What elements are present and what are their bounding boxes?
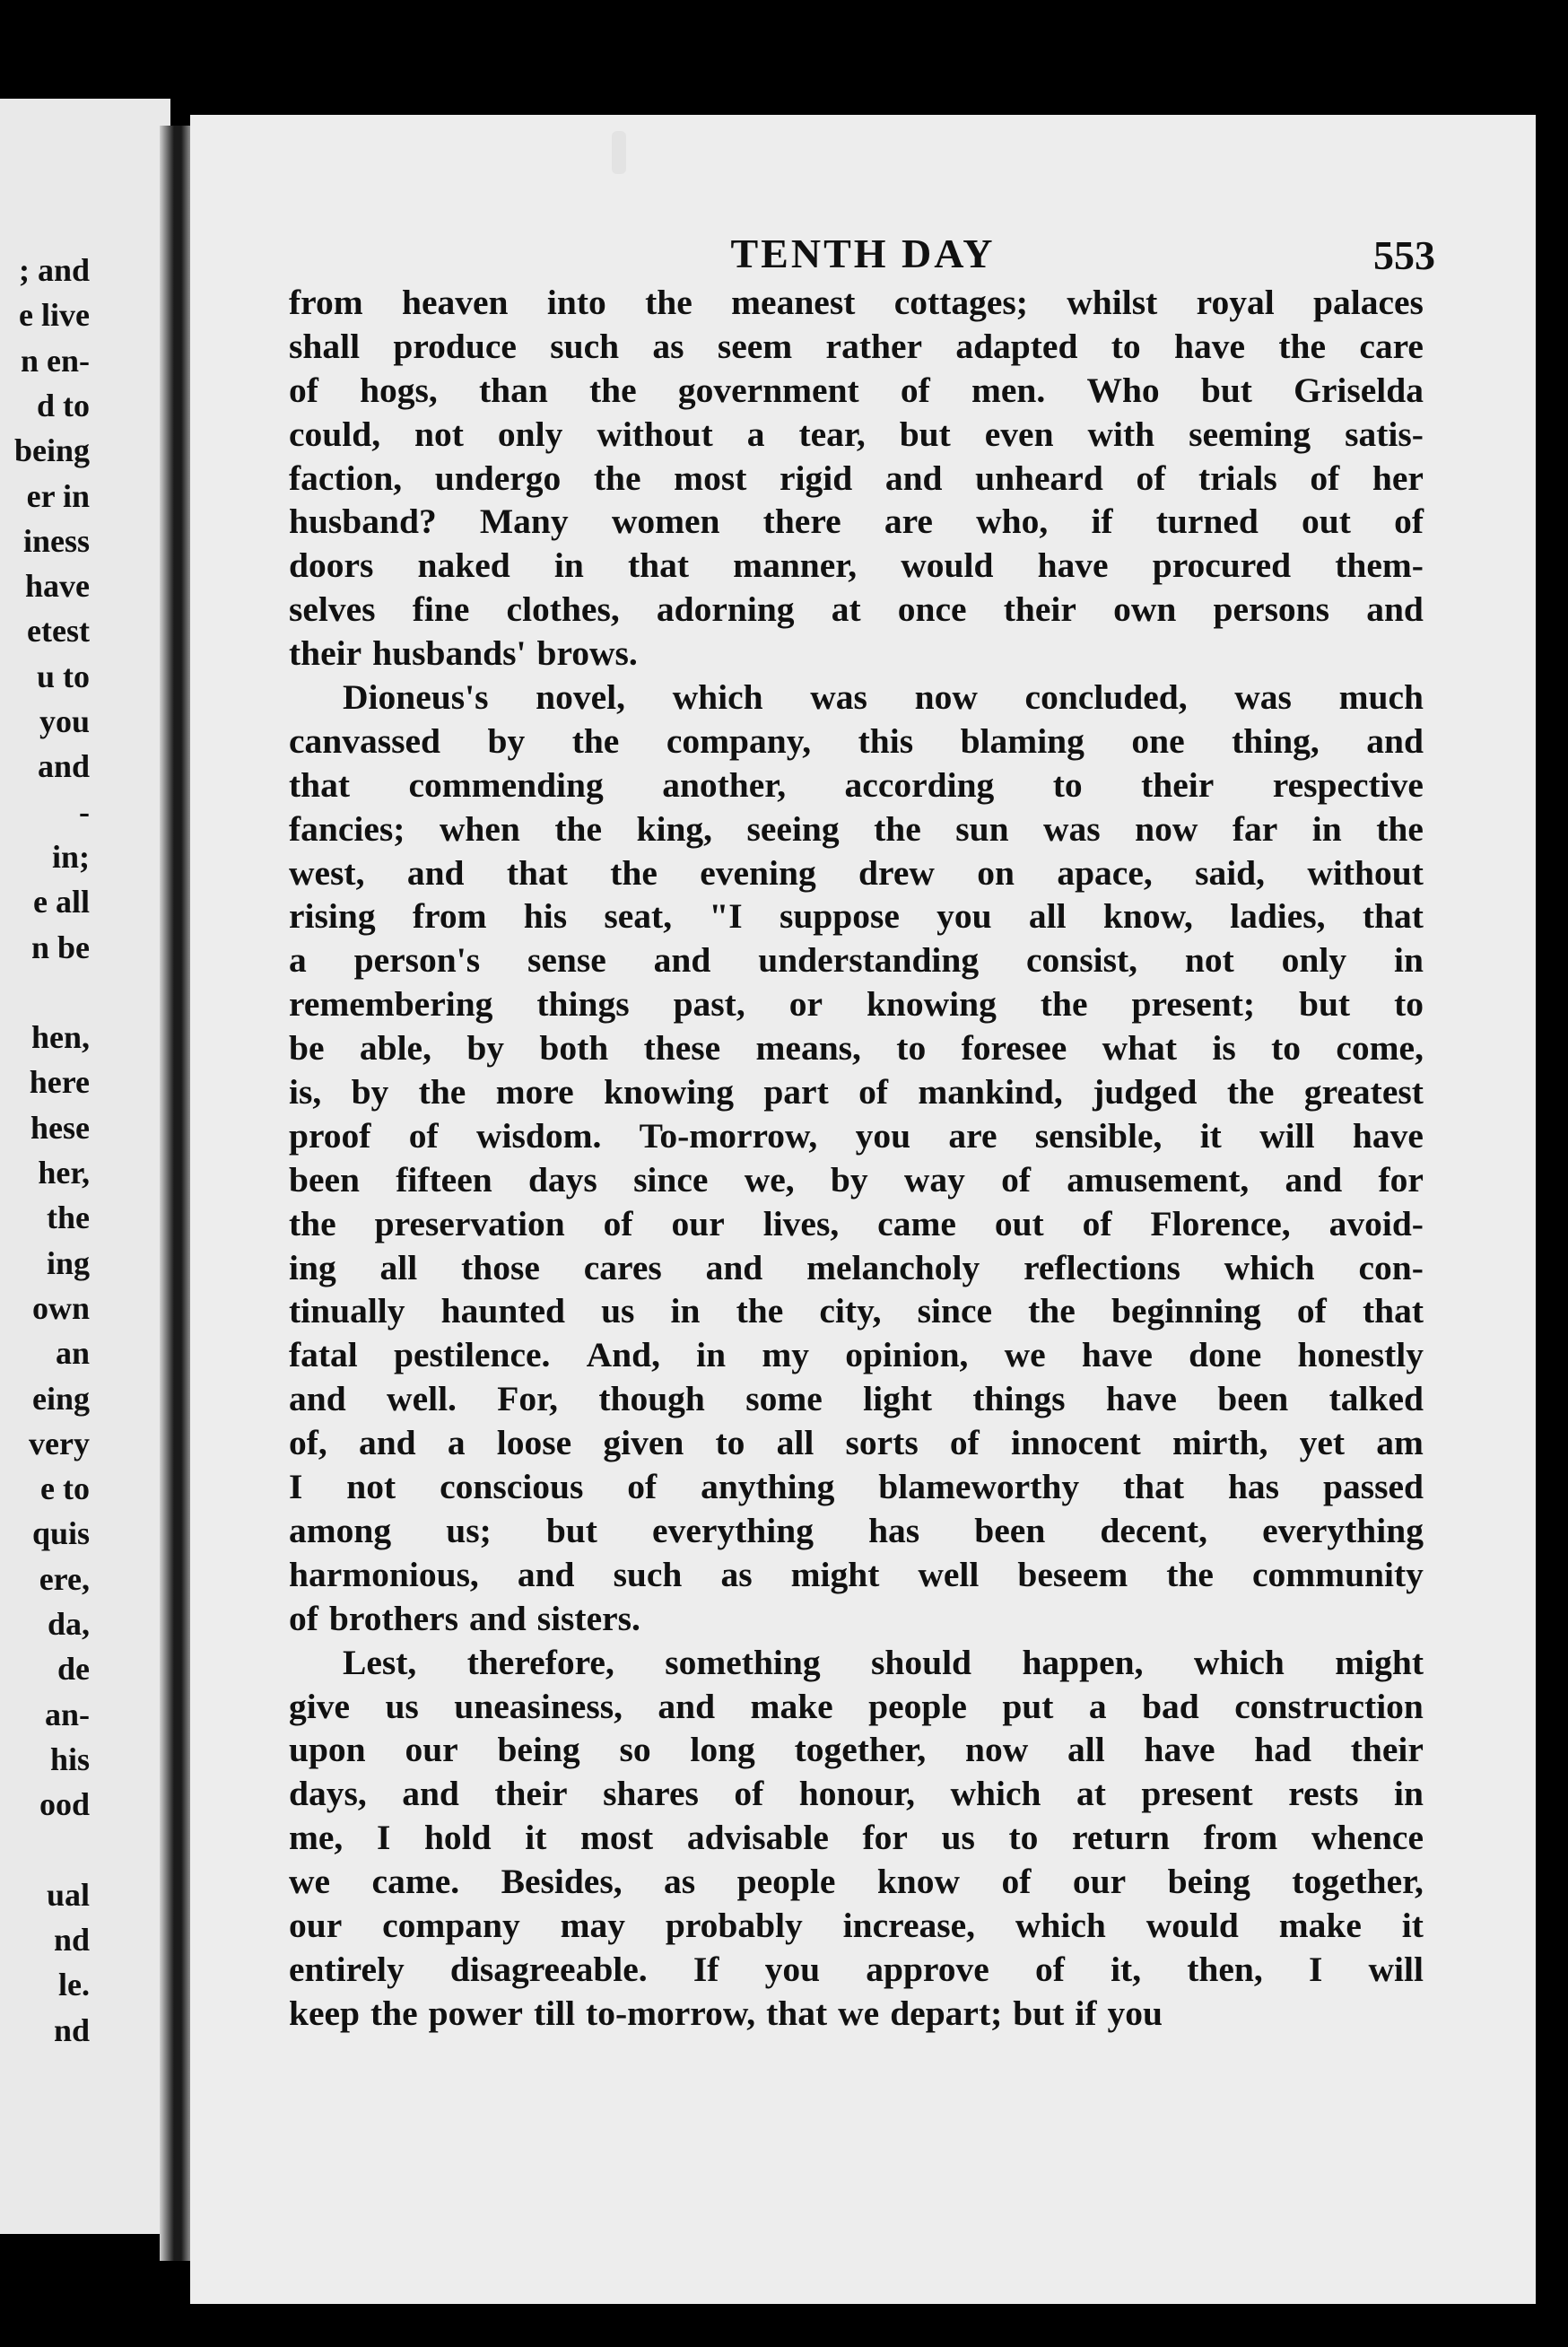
text-line: ing all those cares and melancholy reflections which con- — [289, 1247, 1424, 1287]
facing-page-line: e to — [40, 1470, 90, 1507]
text-line: canvassed by the company, this blaming one thing, and — [289, 720, 1424, 761]
facing-page-fragment — [0, 99, 170, 2234]
text-line: me, I hold it most advisable for us to return from whence — [289, 1818, 1424, 1858]
text-line: give us uneasiness, and make people put a bad construction — [289, 1686, 1424, 1726]
facing-page-line: u to — [36, 658, 90, 694]
text-line: tinually haunted us in the city, since the beginning of that — [289, 1291, 1424, 1331]
facing-page-line: nd — [53, 1922, 90, 1959]
facing-page-line: n en- — [20, 342, 90, 379]
facing-page-line: ; and — [18, 252, 90, 288]
facing-page-line: in; — [51, 838, 90, 875]
text-line: and well. For, though some light things have been talked — [289, 1379, 1424, 1419]
facing-page-line: have — [25, 568, 90, 605]
facing-page-line: le. — [58, 1967, 90, 2003]
facing-page-line: ood — [39, 1786, 90, 1823]
binding-mark — [612, 131, 626, 174]
facing-page-line: eing — [31, 1380, 90, 1417]
text-line: doors naked in that manner, would have procured them- — [289, 545, 1424, 586]
facing-page-line: iness — [22, 522, 90, 559]
facing-page-line: etest — [27, 613, 90, 650]
text-line: harmonious, and such as might well beseem the community — [289, 1554, 1424, 1594]
text-line: be able, by both these means, to foresee what is to come, — [289, 1028, 1424, 1069]
text-line: keep the power till to-morrow, that we depart; but if you — [289, 1993, 1163, 2033]
facing-page-line: ing — [46, 1244, 90, 1281]
text-line: husband? Many women there are who, if turned out of — [289, 502, 1424, 542]
facing-page-line: an- — [44, 1696, 90, 1732]
text-line: fatal pestilence. And, in my opinion, we have done honestly — [289, 1335, 1424, 1375]
text-line: Dioneus's novel, which was now concluded, was much — [343, 677, 1424, 718]
facing-page-line: hen, — [30, 1019, 90, 1056]
facing-page-line: own — [31, 1289, 90, 1326]
text-line: selves fine clothes, adorning at once their own persons and — [289, 589, 1424, 630]
paragraph — [289, 1641, 1424, 2036]
text-line: shall produce such as seem rather adapted to have the care — [289, 326, 1424, 366]
facing-page-line: very — [29, 1425, 90, 1461]
facing-page-line: here — [29, 1064, 90, 1101]
facing-page-line: and — [37, 748, 90, 785]
facing-page-line: d to — [36, 387, 90, 423]
text-line: the preservation of our lives, came out of Florence, avoid- — [289, 1203, 1424, 1243]
facing-page-line: his — [49, 1741, 90, 1777]
text-line: been fifteen days since we, by way of amusement, and for — [289, 1159, 1424, 1200]
facing-page-line: er in — [26, 477, 90, 514]
facing-page-line: - — [79, 793, 90, 830]
text-line: of hogs, than the government of men. Who but Griselda — [289, 370, 1424, 410]
text-line: proof of wisdom. To-morrow, you are sensible, it will have — [289, 1115, 1424, 1156]
facing-page-line: quis — [31, 1515, 90, 1552]
book-page — [190, 115, 1536, 2304]
text-line: remembering things past, or knowing the present; but to — [289, 984, 1424, 1025]
facing-page-line: you — [39, 703, 90, 739]
text-line: fancies; when the king, seeing the sun was now far in the — [289, 808, 1424, 849]
paragraph — [289, 281, 1424, 676]
page-header — [190, 221, 1536, 284]
text-line: among us; but everything has been decent, everything — [289, 1510, 1424, 1550]
text-line: entirely disagreeable. If you approve of it, then, I will — [289, 1949, 1424, 1989]
text-line: rising from his seat, "I suppose you all know, ladies, that — [289, 896, 1424, 937]
text-line: their husbands' brows. — [289, 633, 638, 674]
text-line: our company may probably increase, which would make it — [289, 1905, 1424, 1945]
text-line: we came. Besides, as people know of our being together, — [289, 1862, 1424, 1902]
text-line: upon our being so long together, now all have had their — [289, 1730, 1424, 1770]
facing-page-line: hese — [30, 1109, 90, 1146]
text-line: a person's sense and understanding consist, not only in — [289, 940, 1424, 981]
facing-page-line: an — [55, 1335, 90, 1372]
text-line: that commending another, according to their respective — [289, 764, 1424, 805]
text-line: of brothers and sisters. — [289, 1598, 640, 1638]
facing-page-line: n be — [30, 929, 90, 965]
page-number: 553 — [1373, 232, 1435, 278]
facing-page-line: her, — [38, 1155, 90, 1191]
running-head: TENTH DAY — [730, 231, 996, 276]
facing-page-line: the — [47, 1200, 90, 1236]
paragraph — [289, 676, 1424, 1641]
facing-page-line: ere, — [39, 1560, 90, 1597]
facing-page-line: ual — [46, 1876, 90, 1913]
facing-page-line: e live — [19, 297, 90, 334]
text-line: from heaven into the meanest cottages; whilst royal palaces — [289, 283, 1424, 322]
text-line: could, not only without a tear, but even with seeming satis- — [289, 414, 1424, 454]
facing-page-line: being — [13, 432, 90, 469]
text-line: is, by the more knowing part of mankind, judged the greatest — [289, 1072, 1424, 1112]
facing-page-line: e all — [33, 884, 90, 920]
text-line: west, and that the evening drew on apace, said, without — [289, 852, 1424, 893]
facing-page-line: da, — [47, 1606, 90, 1642]
text-line: of, and a loose given to all sorts of innocent mirth, yet am — [289, 1423, 1424, 1463]
text-line: I not conscious of anything blameworthy that has passed — [289, 1467, 1424, 1507]
text-line: Lest, therefore, something should happen, which might — [343, 1642, 1424, 1682]
text-line: days, and their shares of honour, which at present rests in — [289, 1774, 1424, 1814]
facing-page-line: nd — [53, 2011, 90, 2048]
facing-page-line: de — [57, 1651, 90, 1688]
body-text — [289, 281, 1424, 2036]
text-line: faction, undergo the most rigid and unheard of trials of her — [289, 458, 1424, 498]
